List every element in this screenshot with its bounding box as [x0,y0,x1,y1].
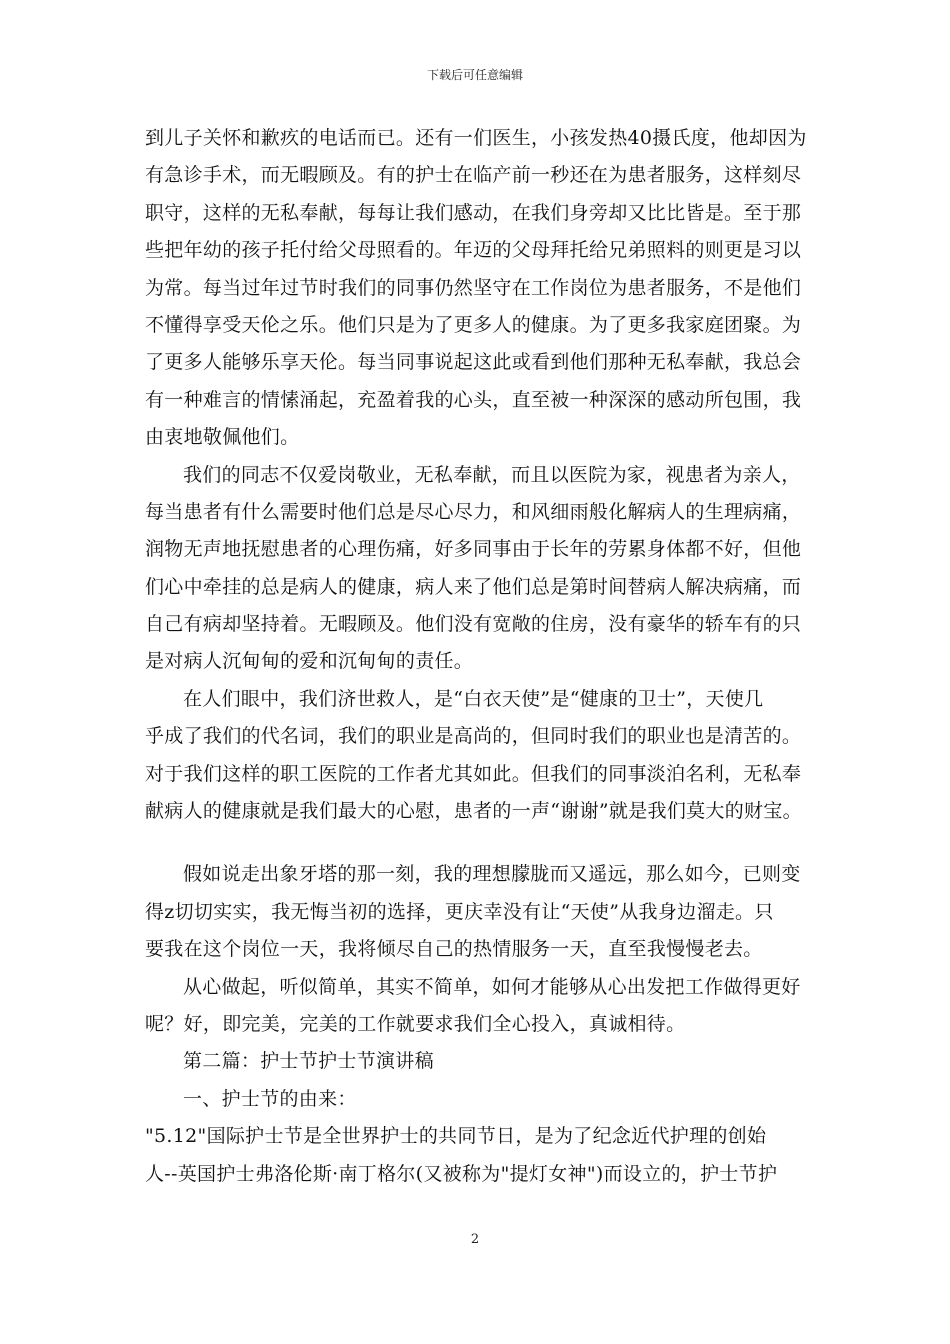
text-line: 有急诊手术，而无暇顾及。有的护士在临产前一秒还在为患者服务，这样刻尽 [145,164,802,187]
page-number: 2 [470,1232,480,1247]
text-line: 从心做起，听似简单，其实不简单，如何才能够从心出发把工作做得更好 [183,975,801,998]
text-line: 是对病人沉甸甸的爱和沉甸甸的责任。 [145,650,474,673]
text-line: 些把年幼的孩子托付给父母照看的。年迈的父母拜托给兄弟照料的则更是习以 [145,239,802,262]
text-line: 职守，这样的无私奉献，每每让我们感动，在我们身旁却又比比皆是。至于那 [145,201,802,224]
text-line: 在人们眼中，我们济世救人，是“白衣天使”是“健康的卫士”，天使几 [183,687,764,710]
text-line: 不懂得享受天伦之乐。他们只是为了更多人的健康。为了更多我家庭团聚。为 [145,313,802,336]
text-line: 由衷地敬佩他们。 [145,426,300,449]
subsection-heading: 一、护士节的由来： [183,1087,357,1110]
text-line: 得z切切实实，我无悔当初的选择，更庆幸没有让“天使”从我身边溜走。只 [145,900,774,923]
text-line: 到儿子关怀和歉疚的电话而已。还有一们医生，小孩发热40摄氏度，他却因为 [145,127,807,149]
text-line: 我们的同志不仅爱岗敬业，无私奉献，而且以医院为家，视患者为亲人， [183,463,801,486]
text-line: 每当患者有什么需要时他们总是尽心尽力，和风细雨般化解病人的生理病痛， [145,500,802,523]
text-line: 对于我们这样的职工医院的工作者尤其如此。但我们的同事淡泊名利，无私奉 [145,762,802,785]
paragraph-gap [145,830,821,856]
text-line: 有一种难言的情愫涌起，充盈着我的心头，直至被一种深深的感动所包围，我 [145,388,802,411]
text-line: 了更多人能够乐享天伦。每当同事说起这此或看到他们那种无私奉献，我总会 [145,351,802,374]
text-line: 呢？好，即完美，完美的工作就要求我们全心投入，真诚相待。 [145,1012,686,1035]
text-line: 要我在这个岗位一天，我将倾尽自己的热情服务一天，直至我慢慢老去。 [145,938,763,961]
text-line: 自己有病却坚持着。无暇顾及。他们没有宽敞的住房，没有豪华的轿车有的只 [145,613,802,636]
text-line: 们心中牵挂的总是病人的健康，病人来了他们总是第时间替病人解决病痛，而 [145,575,802,598]
text-line: 假如说走出象牙塔的那一刻，我的理想朦胧而又遥远，那么如今，已则变 [183,863,801,886]
text-line: 人--英国护士弗洛伦斯·南丁格尔(又被称为"提灯女神")而设立的，护士节护 [145,1162,778,1185]
page-header: 下载后可任意编辑 [426,68,523,82]
text-line: "5.12"国际护士节是全世界护士的共同节日，是为了纪念近代护理的创始 [145,1125,767,1148]
text-line: 献病人的健康就是我们最大的心慰，患者的一声“谢谢”就是我们莫大的财宝。 [145,800,802,823]
section-heading: 第二篇：护士节护士节演讲稿 [183,1050,434,1073]
text-line: 为常。每当过年过节时我们的同事仍然坚守在工作岗位为患者服务，不是他们 [145,276,802,299]
text-line: 润物无声地抚慰患者的心理伤痛，好多同事由于长年的劳累身体都不好，但他 [145,538,802,561]
text-line: 乎成了我们的代名词，我们的职业是高尚的，但同时我们的职业也是清苦的。 [145,725,802,748]
document-body [145,120,821,1193]
